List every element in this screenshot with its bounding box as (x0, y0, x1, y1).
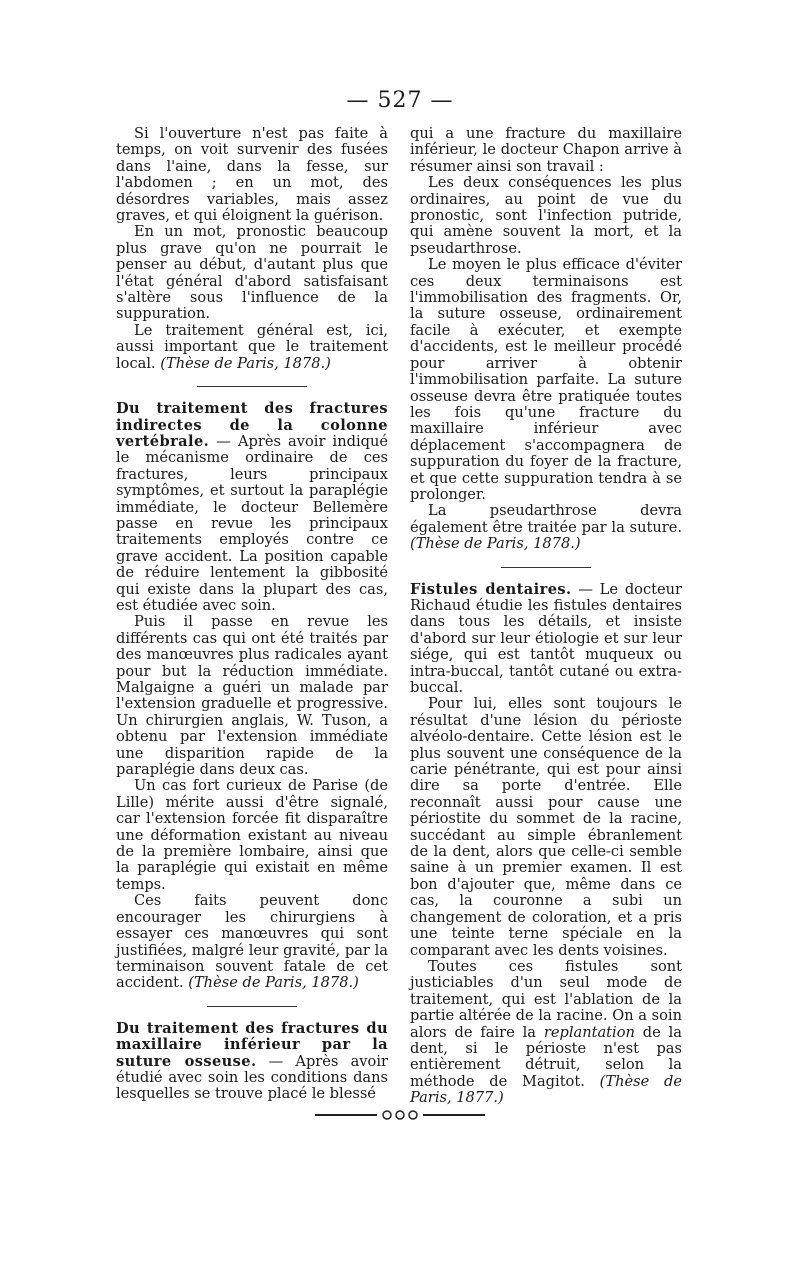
section-intro (410, 582, 682, 697)
section-title: Du traitement des fractures indirectes de la colonne vertébrale. (116, 400, 388, 450)
paragraph: Un cas fort curieux de Parise (de Lille) mérite aussi d'être signalé, car l'extension forcée fit disparaître une déformation existant au niveau de la première lombaire, ainsi que la paraplégie qui existait en même temps. (116, 777, 388, 893)
page-number: — 527 — (346, 88, 454, 113)
citation: (Thèse de Paris, 1878.) (410, 535, 581, 553)
paragraph (410, 503, 682, 552)
paragraph: Puis il passe en revue les différents cas qui ont été traités par des manœuvres plus radicales ayant pour but la réduction immédiate. Malgaigne a guéri un malade par l'extension graduelle et progressive. Un chirurgien anglais, W. Tuson, a obtenu par l'extension immédiate une disparition rapide de la paraplégie dans deux cas. (116, 613, 388, 779)
section-divider (207, 1006, 297, 1007)
section-intro (116, 401, 388, 614)
paragraph: Si l'ouverture n'est pas faite à temps, on voit survenir des fusées dans l'aine, dans la fesse, sur l'abdomen ; en un mot, des désordres variables, mais assez graves, et qui éloignent la guérison. (116, 125, 388, 225)
section-text: — Le docteur Richaud étudie les fistules dentaires dans tous les détails, et insiste d'abord sur leur étiologie et sur leur siége, qui est tantôt muqueux ou intra-buccal, tantôt cutané ou extra-buccal. (410, 580, 682, 696)
paragraph-text: Le traitement général est, ici, aussi important que le traitement local. (116, 321, 388, 372)
section-title: Du traitement des fractures du maxillaire inférieur par la suture osseuse. (116, 1019, 388, 1070)
citation: (Thèse de Paris, 1877.) (410, 1072, 682, 1107)
paragraph-text: Ces faits peuvent donc encourager les chirurgiens à essayer ces manœuvres qui sont justifiées, malgré leur gravité, par la terminaison souvent fatale de cet accident. (116, 892, 388, 992)
paragraph-text: La pseudarthrose devra également être traitée par la suture. (410, 502, 682, 536)
emphasis: replantation (543, 1023, 635, 1041)
citation: (Thèse de Paris, 1878.) (160, 354, 331, 372)
end-ornament-icon (315, 1108, 485, 1122)
section-text: — Après avoir étudié avec soin les conditions dans lesquelles se trouve placé le blessé (116, 1052, 388, 1103)
paragraph: En un mot, pronostic beaucoup plus grave qu'on ne pourrait le penser au début, d'autant plus que l'état général d'abord satisfaisant s'altère sous l'influence de la suppuration. (116, 223, 388, 323)
right-column (410, 126, 682, 1107)
paragraph (116, 323, 388, 372)
paragraph (116, 893, 388, 991)
paragraph (410, 959, 682, 1107)
section-title: Fistules dentaires. (410, 580, 572, 598)
paragraph: Les deux conséquences les plus ordinaires, au point de vue du pronostic, sont l'infection putride, qui amène souvent la mort, et la pseudarthrose. (410, 174, 682, 257)
citation: (Thèse de Paris, 1878.) (188, 974, 359, 992)
section-text: — Après avoir indiqué le mécanisme ordinaire de ces fractures, leurs principaux symptômes, et surtout la paraplégie immédiate, le docteur Bellemère passe en revue les principaux traitements employés contre ce grave accident. La position capable de réduire lentement la gibbosité qui existe dans la plupart des cas, est étudiée avec soin. (116, 432, 388, 614)
section-divider (501, 567, 591, 568)
paragraph: Le moyen le plus efficace d'éviter ces deux terminaisons est l'immobilisation des fragments. Or, la suture osseuse, ordinairement facile à exécuter, et exempte d'accidents, est le meilleur procédé pour arriver à obtenir l'immobilisation parfaite. La suture osseuse devra être pratiquée toutes les fois qu'une fracture du maxillaire inférieur avec déplacement s'accompagnera de suppuration du foyer de la fracture, et que cette suppuration tendra à se prolonger. (410, 256, 682, 503)
paragraph-text: de la dent, si le périoste n'est pas entièrement détruit, selon la méthode de Magitot. (410, 1023, 682, 1090)
section-intro (116, 1021, 388, 1103)
paragraph-text: Toutes ces fistules sont justiciables d'un seul mode de traitement, qui est l'ablation de la partie altérée de la racine. On a soin alors de faire la (410, 957, 682, 1041)
paragraph: Pour lui, elles sont toujours le résultat d'une lésion du périoste alvéolo-dentaire. Cette lésion est le plus souvent une conséquence de la carie pénétrante, qui est pour ainsi dire sa porte d'entrée. Elle reconnaît aussi pour cause une périostite du sommet de la racine, succédant au simple ébranlement de la dent, alors que celle-ci semble saine à un premier examen. Il est bon d'ajouter que, même dans ce cas, la couronne a subi un changement de coloration, et a pris une teinte terne spéciale en la comparant avec les dents voisines. (410, 695, 682, 959)
paragraph: qui a une fracture du maxillaire inférieur, le docteur Chapon arrive à résumer ainsi son travail : (410, 125, 682, 175)
left-column (116, 126, 388, 1103)
section-divider (197, 386, 307, 387)
